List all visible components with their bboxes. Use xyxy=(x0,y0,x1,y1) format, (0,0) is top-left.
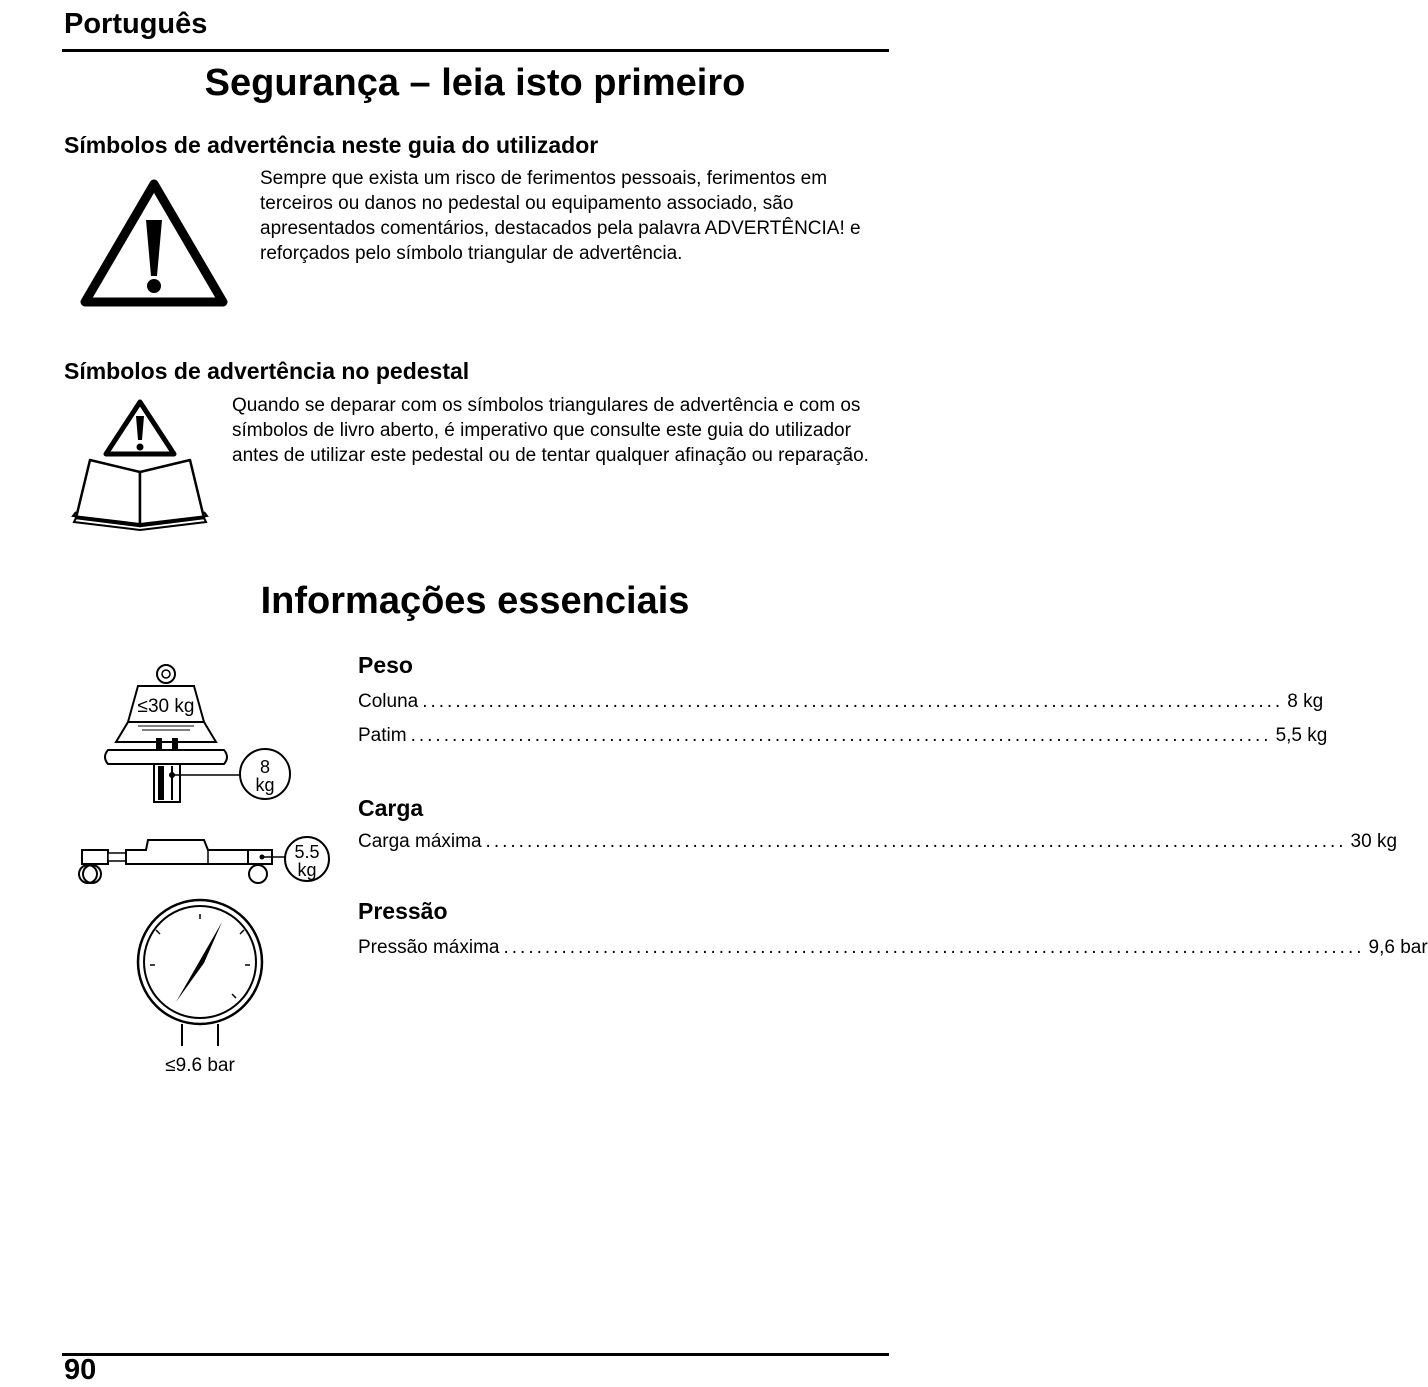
dot-leader: ........................................................................................................ xyxy=(503,937,1365,958)
spec-label: Patim xyxy=(358,725,407,746)
guide-symbols-heading: Símbolos de advertência neste guia do utilizador xyxy=(64,132,599,158)
column-weight-number: 8 xyxy=(259,757,271,777)
text-line: símbolos de livro aberto, é imperativo que consulte este guia do utilizador xyxy=(232,420,851,441)
pedestal-symbols-heading: Símbolos de advertência no pedestal xyxy=(64,358,470,384)
spec-value: 5,5 kg xyxy=(1275,725,1328,746)
text-line: Sempre que exista um risco de ferimentos pessoais, ferimentos em xyxy=(260,168,828,189)
bottom-rule xyxy=(62,1353,889,1356)
top-rule xyxy=(62,49,889,52)
text-line: apresentados comentários, destacados pela palavra ADVERTÊNCIA! e xyxy=(260,218,861,239)
dot-leader: ........................................................................................................ xyxy=(422,691,1284,712)
load-limit-label: ≤30 kg xyxy=(137,696,195,717)
guide-symbols-text xyxy=(260,166,900,266)
spec-value: 9,6 bar xyxy=(1368,937,1428,958)
warning-triangle-icon xyxy=(80,178,228,308)
spec-label: Pressão máxima xyxy=(358,937,500,958)
page-number: 90 xyxy=(64,1354,97,1386)
load-heading: Carga xyxy=(358,795,424,821)
language-header: Português xyxy=(64,8,208,40)
spec-row-max-load xyxy=(358,831,1398,855)
spec-value: 30 kg xyxy=(1350,831,1398,852)
page-title: Segurança – leia isto primeiro xyxy=(204,62,746,104)
text-line: reforçados pelo símbolo triangular de advertência. xyxy=(260,243,683,264)
pressure-limit-label: ≤9.6 bar xyxy=(165,1055,235,1076)
pedestal-symbols-text xyxy=(232,393,922,468)
essentials-title: Informações essenciais xyxy=(260,580,690,622)
text-line: Quando se deparar com os símbolos triangulares de advertência e com os xyxy=(232,395,861,416)
dot-leader: ........................................................................................................ xyxy=(410,725,1272,746)
spec-row-max-pressure xyxy=(358,937,1428,961)
spec-value: 8 kg xyxy=(1287,691,1324,712)
skid-weight-number: 5.5 xyxy=(294,842,320,862)
dot-leader: ........................................................................................................ xyxy=(485,831,1347,852)
text-line: terceiros ou danos no pedestal ou equipamento associado, são xyxy=(260,193,794,214)
pressure-heading: Pressão xyxy=(358,898,448,924)
spec-row-skid xyxy=(358,725,1328,749)
spec-label: Carga máxima xyxy=(358,831,482,852)
weight-heading: Peso xyxy=(358,652,413,678)
skid-weight-unit: kg xyxy=(297,860,317,880)
warning-book-icon xyxy=(70,396,212,532)
spec-row-column xyxy=(358,691,1324,715)
text-line: antes de utilizar este pedestal ou de tentar qualquer afinação ou reparação. xyxy=(232,445,869,466)
spec-label: Coluna xyxy=(358,691,419,712)
pedestal-illustration xyxy=(76,660,346,1090)
column-weight-unit: kg xyxy=(255,775,275,795)
